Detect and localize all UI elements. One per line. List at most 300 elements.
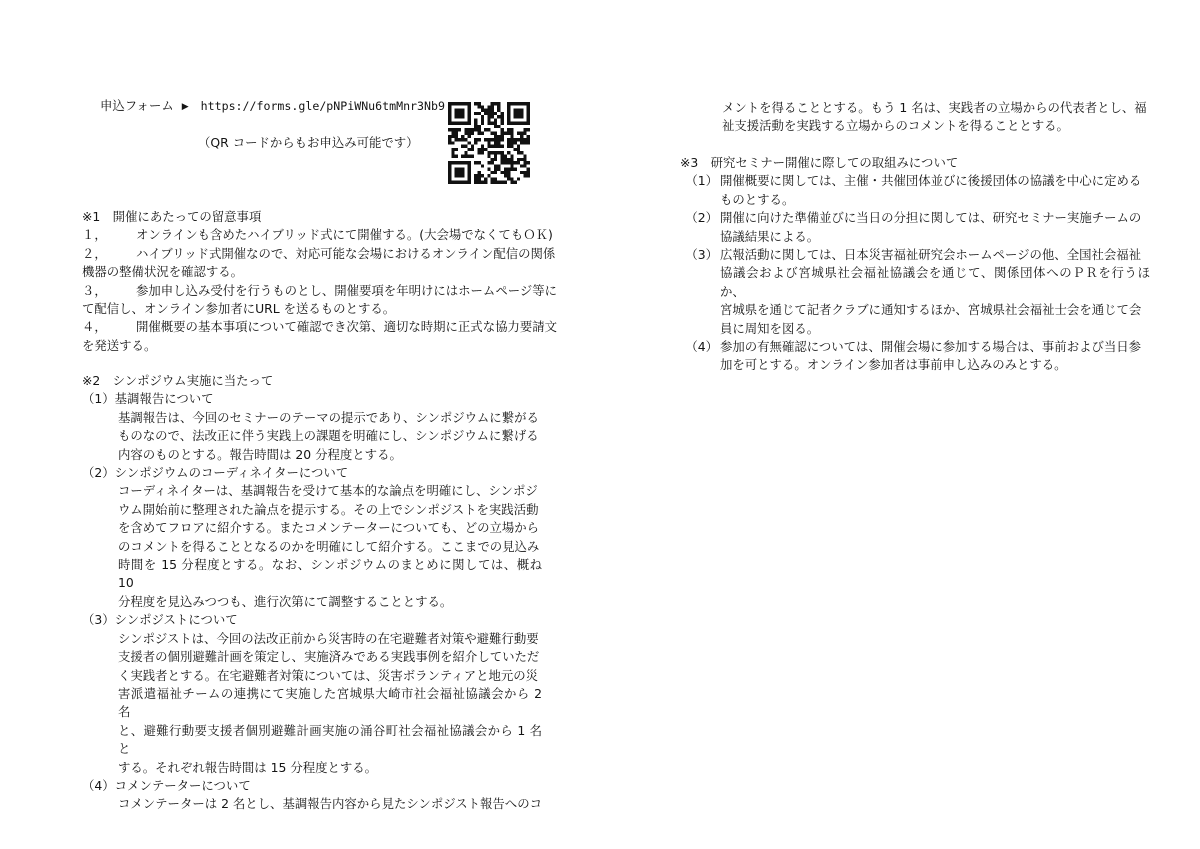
body-line: 支援者の個別避難計画を策定し、実施済みである実践事例を紹介していただ [118,649,540,665]
qr-module [523,138,526,141]
item-number: （2） [685,210,718,226]
qr-module [451,161,454,164]
qr-module [510,102,513,105]
item-text: オンラインも含めたハイブリッド式にて開催する。(大会場でなくてもＯＫ) [136,227,553,243]
qr-module [481,148,484,151]
qr-module [468,132,471,135]
qr-module [504,132,507,135]
qr-module [507,151,510,154]
qr-module [478,174,481,177]
qr-module [455,168,458,171]
qr-module [461,161,464,164]
qr-module [464,122,467,125]
qr-code-image[interactable] [448,102,530,184]
qr-module [497,125,500,128]
qr-module [494,151,497,154]
qr-module [448,102,451,105]
body-line: コメンテーターは 2 名とし、基調報告内容から見たシンポジスト報告へのコ [118,796,542,812]
qr-module [471,132,474,135]
qr-module [474,118,477,121]
qr-module [464,138,467,141]
qr-module [474,125,477,128]
qr-module [491,151,494,154]
qr-module [487,174,490,177]
qr-module [500,161,503,164]
qr-module [458,168,461,171]
qr-module [510,158,513,161]
qr-module [468,154,471,157]
qr-module [497,135,500,138]
qr-module [517,151,520,154]
qr-module [520,151,523,154]
qr-module [487,112,490,115]
item-number: ４， [82,319,107,335]
qr-module [484,177,487,180]
item-text-continued: を発送する。 [82,337,157,353]
qr-module [448,171,451,174]
list-item [680,246,1150,338]
qr-module [474,122,477,125]
qr-module [487,128,490,131]
qr-module [494,118,497,121]
qr-module [523,132,526,135]
qr-module [494,125,497,128]
qr-module [497,164,500,167]
qr-module [478,161,481,164]
qr-module [461,168,464,171]
qr-module [510,141,513,144]
qr-module [494,102,497,105]
qr-module [461,181,464,184]
application-form-line [100,97,445,117]
qr-module [494,135,497,138]
qr-module [481,109,484,112]
qr-module [517,158,520,161]
qr-module [514,102,517,105]
qr-module [500,132,503,135]
list-item [680,209,1150,246]
qr-module [497,102,500,105]
qr-module [507,102,510,105]
qr-module [455,181,458,184]
qr-module [478,102,481,105]
qr-module [520,115,523,118]
qr-module [517,115,520,118]
qr-module [455,128,458,131]
qr-module [523,164,526,167]
qr-module [527,105,530,108]
qr-module [474,102,477,105]
qr-module [491,115,494,118]
qr-module [510,168,513,171]
qr-module [448,109,451,112]
qr-module [478,125,481,128]
body-line: シンポジストは、今回の法改正前から災害時の在宅避難者対策や避難行動要 [118,630,539,646]
qr-module [481,151,484,154]
qr-module [474,138,477,141]
qr-module [481,105,484,108]
qr-module [520,138,523,141]
qr-module [458,112,461,115]
qr-module [487,161,490,164]
section-2 [82,372,542,814]
qr-module [517,145,520,148]
qr-module [448,135,451,138]
qr-module [527,109,530,112]
qr-module [497,109,500,112]
qr-module [474,141,477,144]
qr-module [455,115,458,118]
qr-module [481,145,484,148]
qr-module [504,158,507,161]
qr-code-note: （QR コードからもお申込み可能です） [198,135,419,150]
qr-module [461,145,464,148]
qr-module [520,171,523,174]
qr-module [448,105,451,108]
qr-module [474,128,477,131]
qr-module [494,138,497,141]
qr-module [464,181,467,184]
qr-module [478,171,481,174]
qr-module [497,181,500,184]
qr-module [507,132,510,135]
qr-module [494,171,497,174]
qr-module [527,138,530,141]
qr-module [448,181,451,184]
qr-module [487,145,490,148]
qr-module [455,138,458,141]
qr-module [451,122,454,125]
item-text-continued: て配信し、オンライン参加者にURL を送るものとする。 [82,301,396,317]
qr-module [500,154,503,157]
qr-module [500,118,503,121]
qr-module [484,128,487,131]
qr-module [507,161,510,164]
item-number: （3） [685,247,718,263]
qr-module [487,109,490,112]
body-line: ものなので、法改正に伴う実践上の課題を明確にし、シンポジウムに繋げる [118,428,539,444]
qr-module [461,154,464,157]
qr-module [517,161,520,164]
body-line: 祉支援活動を実践する立場からのコメントを得ることとする。 [722,118,1069,134]
qr-module [523,154,526,157]
item-text [720,209,1150,246]
qr-module [494,145,497,148]
qr-module [517,102,520,105]
qr-module [523,171,526,174]
qr-module [464,128,467,131]
qr-module [527,168,530,171]
qr-module [468,122,471,125]
qr-module [491,181,494,184]
qr-module [527,174,530,177]
qr-module [507,168,510,171]
qr-module [478,177,481,180]
qr-module [481,115,484,118]
item-text: ハイブリッド式開催なので、対応可能な会場におけるオンライン配信の関係 [136,245,556,261]
qr-module [464,154,467,157]
item-text [720,338,1150,375]
section-1-heading: ※1 開催にあたっての留意事項 [82,209,262,224]
section-2-heading: ※2 シンポジウム実施に当たって [82,373,274,388]
qr-module [458,138,461,141]
qr-module [487,115,490,118]
qr-module [458,181,461,184]
qr-module [527,122,530,125]
qr-module [491,177,494,180]
qr-module [474,161,477,164]
qr-module [517,138,520,141]
qr-module [458,115,461,118]
qr-module [497,105,500,108]
qr-module [523,174,526,177]
qr-module [520,109,523,112]
qr-module [468,181,471,184]
qr-module [478,151,481,154]
qr-module [455,109,458,112]
qr-module [520,112,523,115]
qr-module [507,141,510,144]
qr-module [500,115,503,118]
qr-module [520,122,523,125]
qr-module [500,112,503,115]
qr-module [471,154,474,157]
qr-module [500,181,503,184]
qr-module [504,181,507,184]
qr-module [527,102,530,105]
qr-module [494,181,497,184]
qr-module [487,154,490,157]
qr-module [461,171,464,174]
qr-module [507,128,510,131]
qr-module [514,122,517,125]
qr-module [514,112,517,115]
subsection-keynote [82,390,542,464]
qr-module [464,145,467,148]
qr-module [458,174,461,177]
qr-module [481,164,484,167]
body-line: 時間を 15 分程度とする。なお、シンポジウムのまとめに関しては、概ね 10 [118,557,542,591]
qr-module [484,109,487,112]
list-item [82,245,556,263]
qr-module [455,102,458,105]
qr-module [517,148,520,151]
qr-module [527,135,530,138]
commentator-continuation [680,99,1150,136]
qr-module [448,161,451,164]
qr-module [500,171,503,174]
qr-module [478,105,481,108]
qr-module [497,145,500,148]
qr-module [451,128,454,131]
list-item [680,338,1150,375]
qr-module [487,138,490,141]
body-line: する。それぞれ報告時間は 15 分程度とする。 [118,759,378,775]
qr-module [478,148,481,151]
qr-module [510,122,513,125]
body-line: と、避難行動要支援者個別避難計画実施の涌谷町社会福祉協議会から 1 名と [118,722,542,757]
qr-module [471,128,474,131]
qr-module [468,109,471,112]
body-line: 基調報告は、今回のセミナーのテーマの提示であり、シンポジウムに繋がる [118,409,539,425]
body-line: 分程度を見込みつつも、進行次第にて調整することとする。 [118,593,453,609]
qr-module [468,112,471,115]
qr-module [451,132,454,135]
qr-module [523,102,526,105]
qr-module [487,141,490,144]
qr-module [461,112,464,115]
qr-module [514,168,517,171]
qr-module [523,141,526,144]
qr-module [523,128,526,131]
qr-module [520,102,523,105]
qr-module [527,128,530,131]
qr-module [517,177,520,180]
qr-module [458,102,461,105]
qr-module [507,177,510,180]
qr-module [514,161,517,164]
list-item [680,172,1150,209]
qr-module [468,164,471,167]
qr-module [468,161,471,164]
body-line: 広報活動に関しては、日本災害福祉研究会ホームページの他、全国社会福祉 [720,247,1142,263]
body-line: 害派遣福祉チームの連携にて実施した宮城県大崎市社会福祉協議会から 2 名 [118,685,542,720]
qr-module [451,135,454,138]
qr-module [520,132,523,135]
qr-module [468,115,471,118]
item-text: 開催概要の基本事項について確認でき次第、適切な時期に正式な協力要請文 [136,319,558,335]
qr-module [478,138,481,141]
qr-module [523,161,526,164]
qr-module [510,128,513,131]
qr-module [527,141,530,144]
qr-module [507,122,510,125]
qr-module [455,171,458,174]
qr-module [523,122,526,125]
qr-module [510,177,513,180]
qr-module [481,132,484,135]
qr-module [484,181,487,184]
qr-module [520,141,523,144]
qr-module [458,109,461,112]
qr-module [451,102,454,105]
item-text-continued: 機器の整備状況を確認する。 [82,264,244,280]
qr-module [461,122,464,125]
qr-module [464,132,467,135]
qr-module [510,135,513,138]
qr-module [497,115,500,118]
qr-module [497,151,500,154]
qr-module [504,161,507,164]
qr-module [507,174,510,177]
qr-module [484,112,487,115]
qr-module [461,135,464,138]
qr-module [494,122,497,125]
arrow-right-icon: ▶ [181,102,189,112]
body-line: 協議結果による。 [720,228,820,244]
qr-module [491,171,494,174]
qr-module [478,112,481,115]
qr-module [468,141,471,144]
form-url-link[interactable]: https://forms.gle/pNPiWNu6tmMnr3Nb9 [200,99,445,113]
qr-module [527,161,530,164]
qr-module [491,122,494,125]
qr-module [507,118,510,121]
body-line: ウム開始前に整理された論点を提示する。その上でシンポジストを実践活動 [118,501,539,517]
subsection-body [82,409,542,464]
qr-module [468,177,471,180]
qr-module [520,164,523,167]
list-item [82,318,558,336]
qr-module [504,174,507,177]
body-line: コーディネイターは、基調報告を受けて基本的な論点を明確にし、シンポジ [118,483,538,499]
qr-module [510,161,513,164]
qr-module [520,135,523,138]
qr-module [455,112,458,115]
qr-module [468,168,471,171]
form-label: 申込フォーム [100,98,174,113]
qr-module [527,115,530,118]
qr-module [451,151,454,154]
qr-module [484,138,487,141]
qr-module [464,102,467,105]
qr-module [468,135,471,138]
section-3 [680,154,1150,375]
qr-module [500,151,503,154]
qr-module [455,132,458,135]
qr-module [461,102,464,105]
qr-module [468,128,471,131]
list-item [82,282,558,300]
body-line: 開催に向けた準備並びに当日の分担に関しては、研究セミナー実施チームの [720,210,1142,226]
qr-module [468,174,471,177]
qr-module [510,132,513,135]
body-line: ものとする。 [720,191,795,207]
qr-module [514,109,517,112]
qr-module [500,138,503,141]
qr-module [487,118,490,121]
subsection-label: （2）シンポジウムのコーディネイターについて [82,465,349,481]
item-number: （1） [685,173,718,189]
qr-module [517,112,520,115]
qr-module [458,122,461,125]
qr-module [458,171,461,174]
qr-module [504,154,507,157]
qr-module [491,132,494,135]
qr-module [468,118,471,121]
subsection-body [82,482,542,611]
qr-module [451,141,454,144]
qr-module [451,148,454,151]
qr-module [500,145,503,148]
qr-module [510,138,513,141]
qr-module [523,158,526,161]
qr-module [461,174,464,177]
body-line: 開催概要に関しては、主催・共催団体並びに後援団体の協議を中心に定める [720,173,1142,189]
qr-module [507,138,510,141]
body-line: く実践者とする。在宅避難者対策については、災害ボランティアと地元の災 [118,667,539,683]
qr-module [491,161,494,164]
qr-module [507,105,510,108]
qr-module [494,141,497,144]
item-number: ３， [82,282,107,298]
qr-module [448,138,451,141]
qr-module [461,115,464,118]
qr-module [510,154,513,157]
qr-module [491,112,494,115]
section-1 [82,208,558,355]
qr-module [481,174,484,177]
